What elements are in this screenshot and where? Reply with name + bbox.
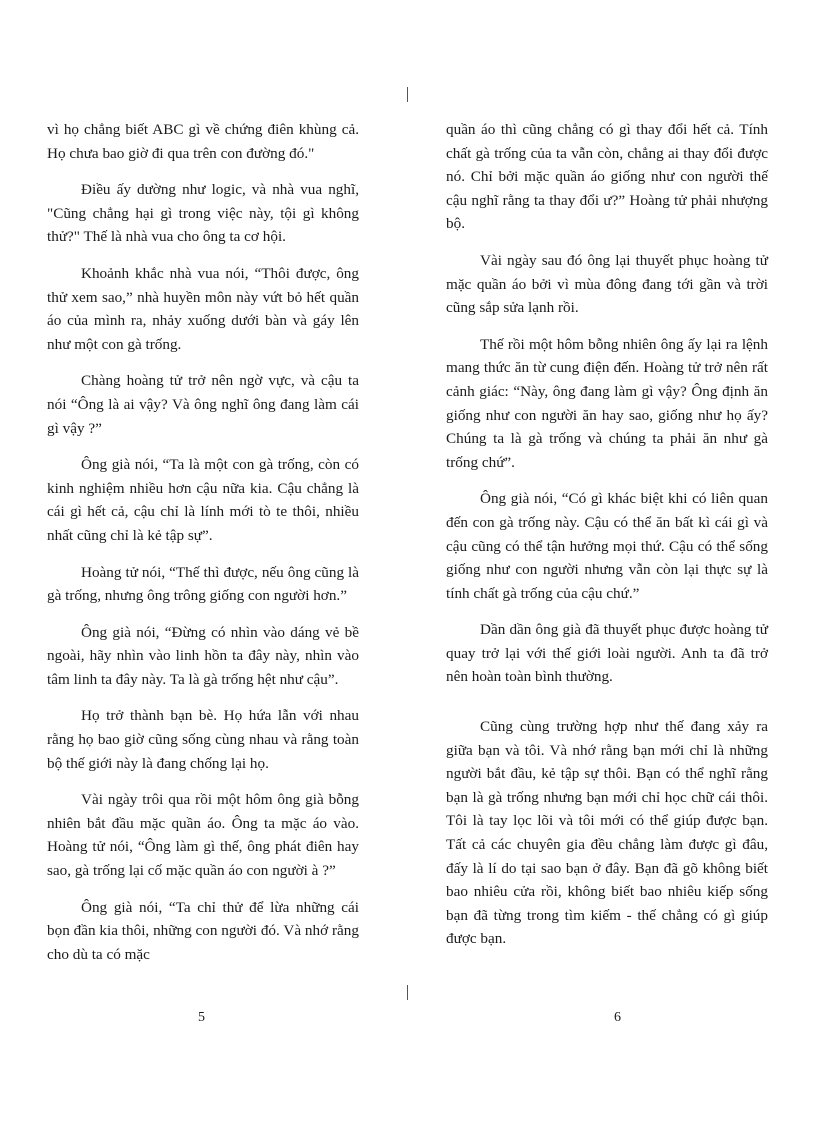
- paragraph: Ông già nói, “Đừng có nhìn vào dáng vẻ bề ngoài, hãy nhìn vào linh hồn ta đây này, nhìn vào tâm linh ta đây này. Ta là gà trống hệt như cậu”.: [47, 623, 359, 688]
- paragraph: vì họ chẳng biết ABC gì về chứng điên khùng cả. Họ chưa bao giờ đi qua trên con đường đó.": [47, 121, 359, 162]
- paragraph: Ông già nói, “Ta là một con gà trống, còn có kinh nghiệm nhiều hơn cậu nữa kia. Cậu chẳng là cái gì hết cả, cậu chỉ là lính mới tò te thôi, nhiều nhất cũng chỉ là kẻ tập sự”.: [47, 456, 359, 544]
- paragraph: Vài ngày sau đó ông lại thuyết phục hoàng tử mặc quần áo bởi vì mùa đông đang tới gần và trời cũng sắp sửa lạnh rồi.: [446, 251, 768, 317]
- paragraph: Điều ấy dường như logic, và nhà vua nghĩ, "Cũng chẳng hại gì trong việc này, tội gì không thử?" Thế là nhà vua cho ông ta cơ hội.: [47, 181, 359, 246]
- paragraph: Hoàng tử nói, “Thế thì được, nếu ông cũng là gà trống, nhưng ông trông giống con người hơn.”: [47, 563, 359, 605]
- paragraph: Vài ngày trôi qua rồi một hôm ông già bỗng nhiên bắt đầu mặc quần áo. Ông ta mặc áo vào. Hoàng tử nói, “Ông làm gì thế, ông phát điên hay sao, gà trống lại cố mặc quần áo con người à ?”: [47, 791, 359, 880]
- left-page-text: [47, 118, 359, 979]
- paragraph: Ông già nói, “Ta chỉ thử để lừa những cái bọn đần kia thôi, những con người đó. Và nhớ rằng cho dù ta có mặc: [47, 898, 359, 963]
- paragraph: Thế rồi một hôm bỗng nhiên ông ấy lại ra lệnh mang thức ăn từ cung điện đến. Hoàng tử trở nên rất cảnh giác: “Này, ông đang làm gì vậy? Ông định ăn giống như con người ăn hay sao, giống như họ ấy? Chúng ta là gà trống và chúng ta phải ăn như gà trống chứ”.: [446, 335, 768, 471]
- right-page-text: [446, 118, 768, 964]
- paragraph: Khoảnh khắc nhà vua nói, “Thôi được, ông thử xem sao,” nhà huyền môn này vứt bỏ hết quần áo của mình ra, nhảy xuống dưới bàn và gáy lên như một con gà trống.: [47, 264, 359, 353]
- paragraph: Ông già nói, “Có gì khác biệt khi có liên quan đến con gà trống này. Cậu có thể ăn bất kì cái gì và cậu cũng có thể tận hưởng mọi thứ. Cậu có thể sống giống như con người nhưng vẫn còn lại thực sự là tính chất gà trống của cậu chứ.”: [446, 490, 768, 602]
- paragraph: quần áo thì cũng chẳng có gì thay đổi hết cả. Tính chất gà trống của ta vẫn còn, chẳng ai thay đổi được nó. Chỉ bởi mặc quần áo giống như con người thế cậu nghĩ rằng ta thay đổi ư?” Hoàng tử phải nhượng bộ.: [446, 121, 768, 233]
- paragraph: Dần dần ông già đã thuyết phục được hoàng tử quay trở lại với thế giới loài người. Anh ta đã trở nên hoàn toàn bình thường.: [446, 621, 768, 686]
- center-bottom-mark: [407, 985, 408, 1000]
- page-number-left: 5: [198, 1010, 205, 1025]
- center-top-mark: [407, 87, 408, 102]
- page-number-right: 6: [614, 1010, 621, 1025]
- paragraph: Chàng hoàng tử trở nên ngờ vực, và cậu ta nói “Ông là ai vậy? Và ông nghĩ ông đang làm cái gì vậy ?”: [47, 372, 359, 437]
- paragraph: Họ trở thành bạn bè. Họ hứa lẫn với nhau rằng họ bao giờ cũng sống cùng nhau và rằng toàn bộ thế giới này là đang chống lại họ.: [47, 707, 359, 772]
- paragraph: Cũng cùng trường hợp như thế đang xảy ra giữa bạn và tôi. Và nhớ rằng bạn mới chỉ là những người bắt đầu, kẻ tập sự thôi. Bạn có thể nghĩ rằng bạn là gà trống nhưng bạn mới chỉ học chữ cái thôi. Tôi là tay lọc lõi và tôi mới có thể giúp được bạn. Tất cả các chuyên gia đều chẳng làm được gì đâu, đấy là lí do tại sao bạn ở đây. Bạn đã gõ không biết bao nhiêu cửa rồi, không biết bao nhiêu kiếp sống bạn đã từng trong tìm kiếm - thế chẳng có gì giúp được bạn.: [446, 718, 768, 948]
